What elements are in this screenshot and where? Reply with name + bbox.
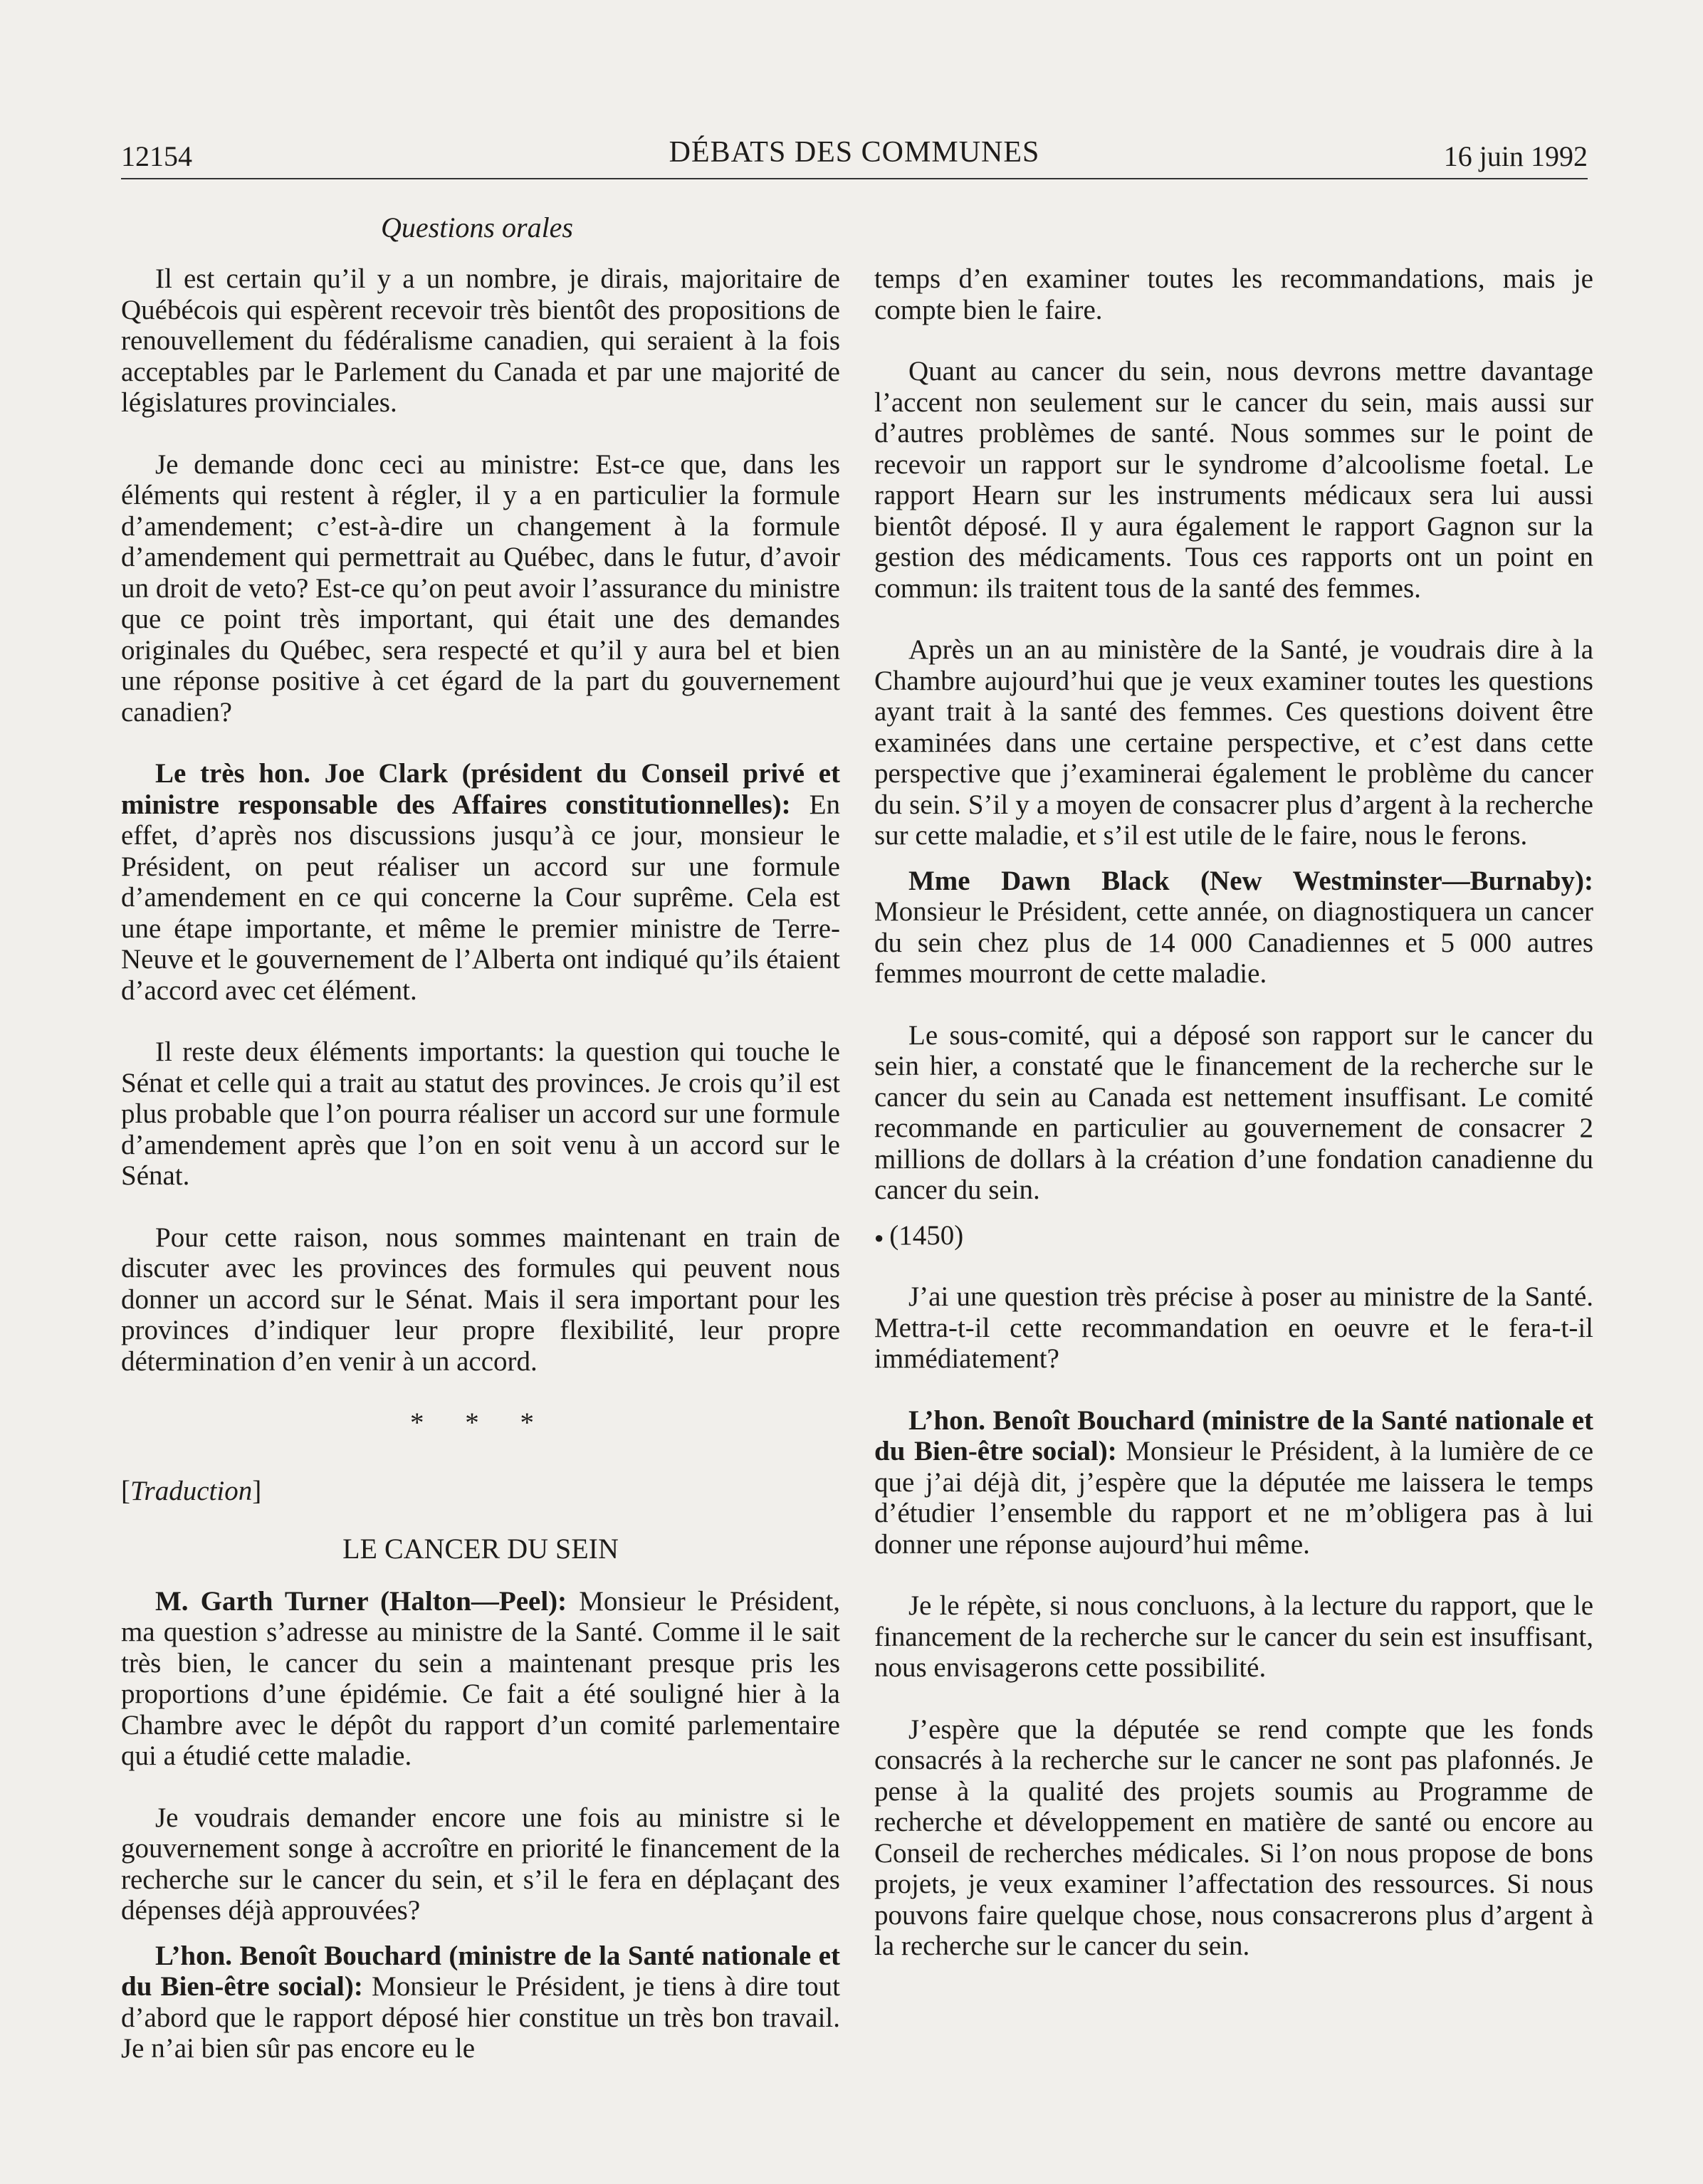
section-label: Questions orales [381, 211, 573, 243]
speech-text: Monsieur le Président, cette année, on diagnostiquera un cancer du sein chez plus de 14 000 Canadiennes et 5 000 autres femmes mourront de cette maladie. [874, 896, 1593, 989]
paragraph: Le sous-comité, qui a déposé son rapport sur le cancer du sein hier, a constaté que le financement de la recherche sur le cancer du sein au Canada est nettement insuffisant. Le comité recommande en particulier au gouvernement de consacrer 2 millions de dollars à la création d’une fondation canadienne du cancer du sein. [874, 1019, 1593, 1205]
right-column [874, 263, 1593, 1993]
bullet-icon: ● [874, 1228, 884, 1246]
translation-note [121, 1476, 840, 1507]
section-separator: * * * [410, 1407, 551, 1438]
paragraph: Je demande donc ceci au ministre: Est-ce que, dans les éléments qui restent à régler, il y a en particulier la formule d’amendement; c’est-à-dire un changement à la formule d’amendement qui permettrait au Québec, dans le futur, d’avoir un droit de veto? Est-ce qu’on peut avoir l’assurance du ministre que ce point très important, qui était une des demandes originales du Québec, sera respecté et qu’il y aura bel et bien une réponse positive à cet égard de la part du gouvernement canadien? [121, 448, 840, 728]
paragraph: Il est certain qu’il y a un nombre, je dirais, majoritaire de Québécois qui espèrent recevoir très bientôt des propositions de renouvellement du fédéralisme canadien, qui seraient à la fois acceptables par le Parlement du Canada et par une majorité de législatures provinciales. [121, 263, 840, 418]
publication-title: DÉBATS DES COMMUNES [669, 136, 1040, 169]
timestamp [874, 1220, 1593, 1254]
speech-text: Monsieur le Président, ma question s’adresse au ministre de la Santé. Comme il le sait très bien, le cancer du sein a maintenant presque pris les proportions d’une épidémie. Ce fait a été souligné hier à la Chambre avec le dépôt du rapport d’un comité parlementaire qui a étudié cette maladie. [121, 1585, 840, 1771]
page-number: 12154 [121, 140, 192, 172]
speech-text: Monsieur le Président, je tiens à dire tout d’abord que le rapport déposé hier constitue un très bon travail. Je n’ai bien sûr pas encore eu le [121, 1971, 841, 2064]
paragraph: Pour cette raison, nous sommes maintenant en train de discuter avec les provinces des formules qui peuvent nous donner un accord sur le Sénat. Mais il sera important pour les provinces d’indiquer leur propre flexibilité, leur propre détermination d’en venir à un accord. [121, 1222, 840, 1377]
speech-paragraph [121, 1586, 840, 1772]
paragraph: Quant au cancer du sein, nous devrons mettre davantage l’accent non seulement sur le cancer du sein, mais aussi sur d’autres problèmes de santé. Nous sommes sur le point de recevoir un rapport sur le syndrome d’alcoolisme foetal. Le rapport Hearn sur les instruments médicaux sera lui aussi bientôt déposé. Il y aura également le rapport Gagnon sur la gestion des médicaments. Tous ces rapports ont un point en commun: ils traitent tous de la santé des femmes. [874, 356, 1593, 604]
speech-paragraph [121, 758, 840, 1006]
timestamp-text: (1450) [889, 1219, 964, 1251]
translation-label: Traduction [130, 1475, 253, 1506]
left-column [121, 263, 840, 2095]
publication-date: 16 juin 1992 [1443, 140, 1588, 172]
paragraph: Il reste deux éléments importants: la question qui touche le Sénat et celle qui a trait au statut des provinces. Je crois qu’il est plus probable que l’on pourra réaliser un accord sur une formule d’amendement après que l’on en soit venu à un accord sur le Sénat. [121, 1036, 840, 1191]
paragraph: J’espère que la députée se rend compte que les fonds consacrés à la recherche sur le cancer ne sont pas plafonnés. Je pense à la qualité des projets soumis au Programme de recherche et développement en matière de santé ou encore au Conseil de recherches médicales. Si l’on nous propose de bons projets, je veux examiner l’affectation des ressources. Si nous pouvons faire quelque chose, nous consacrerons plus d’argent à la recherche sur le cancer du sein. [874, 1713, 1593, 1962]
header-rule [121, 178, 1588, 179]
speaker-name: Le très hon. Joe Clark (président du Conseil privé et ministre responsable des Affaires constitutionnelles): [121, 758, 840, 820]
paragraph: Je voudrais demander encore une fois au ministre si le gouvernement songe à accroître en priorité le financement de la recherche sur le cancer du sein, et s’il le fera en déplaçant des dépenses déjà approuvées? [121, 1802, 840, 1926]
speech-text: En effet, d’après nos discussions jusqu’à ce jour, monsieur le Président, on peut réaliser un accord sur une formule d’amendement en ce qui concerne la Cour suprême. Cela est une étape importante, et même le premier ministre de Terre-Neuve et le gouvernement de l’Alberta ont indiqué qu’ils étaient d’accord avec cet élément. [121, 789, 840, 1006]
bracket-close: ] [252, 1475, 262, 1506]
speech-paragraph [874, 866, 1593, 989]
paragraph: J’ai une question très précise à poser au ministre de la Santé. Mettra-t-il cette recommandation en oeuvre et le fera-t-il immédiatement? [874, 1281, 1593, 1375]
topic-heading: LE CANCER DU SEIN [342, 1533, 619, 1565]
speech-paragraph [874, 1405, 1593, 1560]
page-header [121, 135, 1588, 178]
speaker-name: Mme Dawn Black (New Westminster—Burnaby): [908, 865, 1593, 896]
speaker-name: L’hon. Benoît Bouchard (ministre de la Santé nationale et du Bien-être social): [121, 1940, 840, 2002]
speech-paragraph [121, 1941, 840, 2064]
paragraph: Je le répète, si nous concluons, à la lecture du rapport, que le financement de la recherche sur le cancer du sein est insuffisant, nous envisagerons cette possibilité. [874, 1590, 1593, 1684]
speaker-name: M. Garth Turner (Halton—Peel): [155, 1585, 567, 1617]
bracket-open: [ [121, 1475, 130, 1506]
paragraph: temps d’en examiner toutes les recommandations, mais je compte bien le faire. [874, 263, 1593, 325]
paragraph: Après un an au ministère de la Santé, je voudrais dire à la Chambre aujourd’hui que je veux examiner toutes les questions ayant trait à la santé des femmes. Ces questions doivent être examinées dans une certaine perspective, et c’est dans cette perspective que j’examinerai également le problème du cancer du sein. S’il y a moyen de consacrer plus d’argent à la recherche sur cette maladie, et s’il est utile de le faire, nous le ferons. [874, 634, 1593, 851]
speaker-name: L’hon. Benoît Bouchard (ministre de la Santé nationale et du Bien-être social): [874, 1405, 1593, 1467]
speech-text: Monsieur le Président, à la lumière de ce que j’ai déjà dit, j’espère que la députée me laissera le temps d’étudier l’ensemble du rapport et ne m’obligera pas à lui donner une réponse aujourd’hui même. [874, 1436, 1594, 1560]
